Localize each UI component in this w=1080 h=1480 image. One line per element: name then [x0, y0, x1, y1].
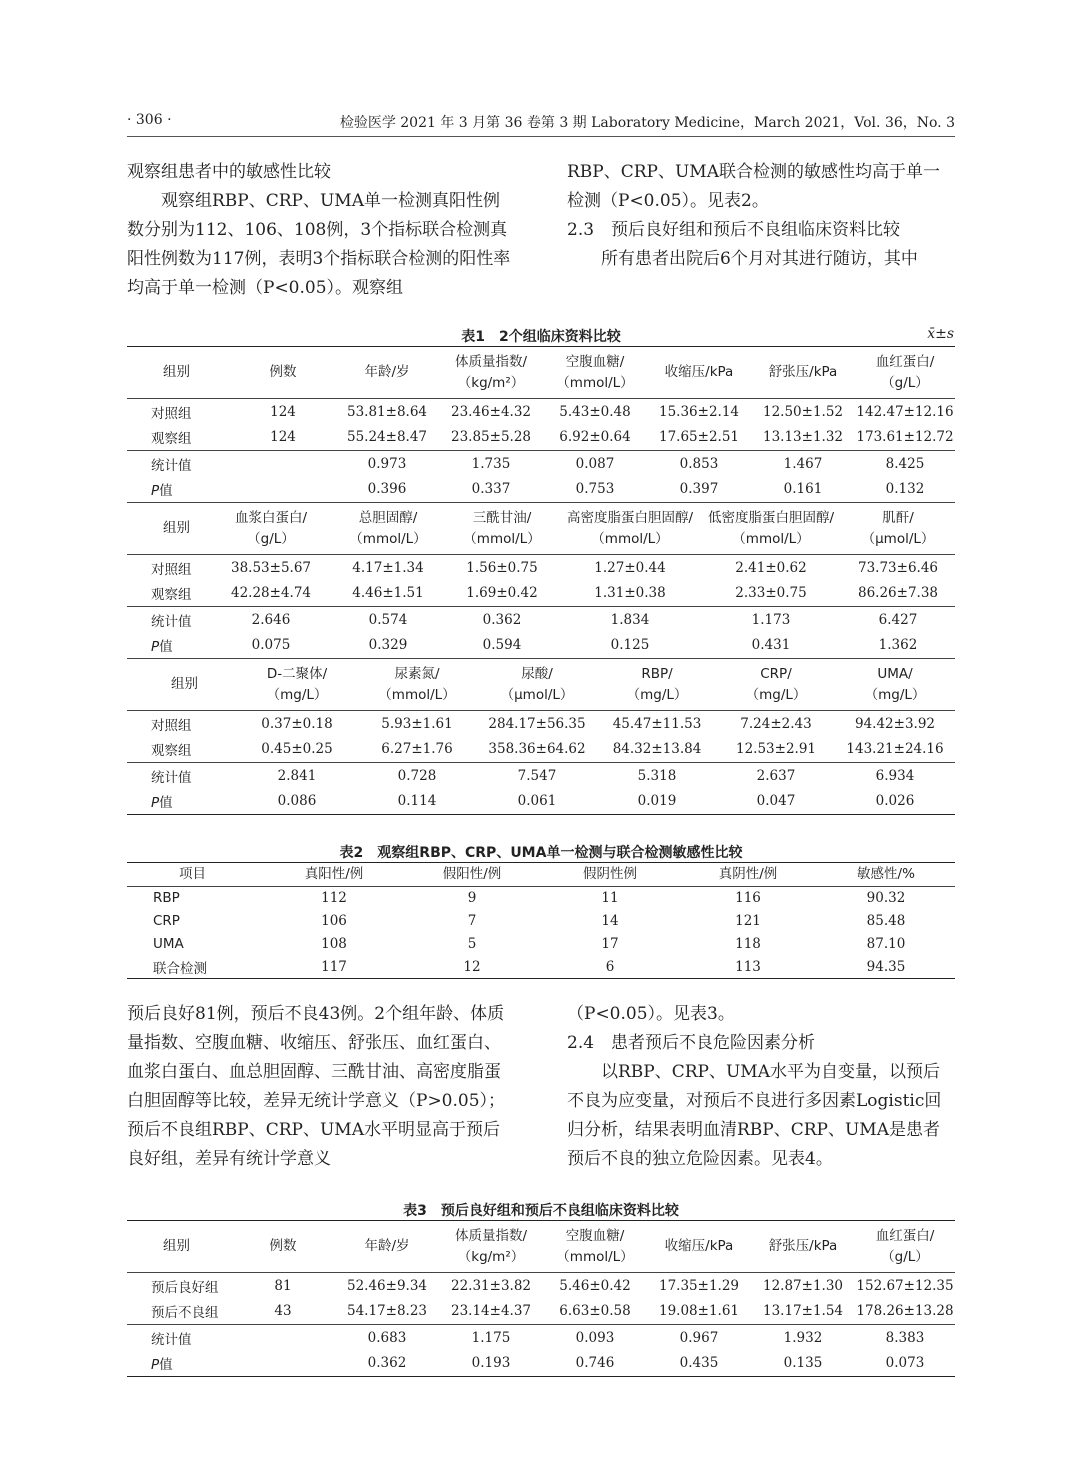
table-cell: 1.31±0.38 [594, 585, 666, 602]
table-cell: 9 [467, 890, 477, 907]
table-cell: 45.47±11.53 [612, 715, 702, 732]
table-cell: 12.53±2.91 [735, 741, 817, 758]
table-cell: 12.50±1.52 [762, 403, 844, 420]
table-cell: 0.337 [439, 477, 543, 503]
table-cell: 52.46±9.34 [346, 1277, 428, 1294]
table1-caption: 表1 2个组临床资料比较 [461, 329, 621, 345]
table-row [127, 399, 955, 425]
table-cell: 86.26±7.38 [857, 585, 939, 602]
table-cell: 0.132 [855, 477, 955, 503]
row-label: CRP [153, 913, 180, 929]
row-label: 观察组 [151, 743, 192, 760]
paragraph: 观察组RBP、CRP、UMA单一检测真阳性例数分别为112、106、108例，3个指标联合检测真阳性例数为117例，表明3个指标联合检测的阳性率均高于单一检测（P<0.05）。观察组 [127, 191, 511, 298]
table-cell: 6.934 [835, 763, 955, 789]
column-header: 体质量指数/ （kg/m²） [439, 347, 543, 399]
table-cell: 6.63±0.58 [559, 1303, 631, 1320]
table-cell: 5.43±0.48 [559, 403, 631, 420]
row-label: 统计值 [127, 607, 211, 633]
table-cell: 13.13±1.32 [762, 429, 844, 446]
row-label: 对照组 [151, 717, 192, 734]
table-cell: 0.075 [211, 633, 331, 659]
column-header: RBP/ （mg/L） [597, 659, 717, 711]
stats-row [127, 1325, 955, 1351]
table-row [127, 956, 955, 979]
table-cell: 42.28±4.74 [230, 585, 312, 602]
table-cell: 0.093 [543, 1325, 647, 1351]
table-cell: 0.753 [543, 477, 647, 503]
header-rule [127, 136, 955, 137]
table-cell: 11 [601, 890, 619, 907]
column-header: 收缩压/kPa [647, 347, 751, 399]
table-cell: 0.362 [335, 1351, 439, 1377]
section-continuation: 观察组患者中的敏感性比较 [127, 162, 331, 182]
stats-row [127, 789, 955, 815]
table-cell: 43 [274, 1303, 292, 1320]
table-cell: 12 [403, 956, 541, 979]
stats-row [127, 633, 955, 659]
column-header: 项目 [127, 863, 265, 887]
table-cell: 0.594 [445, 633, 559, 659]
row-label: 统计值 [127, 1325, 231, 1351]
table-cell: 143.21±24.16 [846, 741, 944, 758]
table-header-row [127, 659, 955, 711]
column-header: 尿酸/ （μmol/L） [477, 659, 597, 711]
table-cell: 124 [270, 403, 296, 420]
row-label: 统计值 [127, 763, 237, 789]
table-cell: 5.93±1.61 [381, 715, 453, 732]
table-cell: 22.31±3.82 [450, 1277, 532, 1294]
table-cell: 7.24±2.43 [740, 715, 812, 732]
column-header: CRP/ （mg/L） [717, 659, 835, 711]
table-cell: 0.125 [559, 633, 701, 659]
table-cell: 142.47±12.16 [856, 403, 954, 420]
table-cell: 173.61±12.72 [856, 429, 954, 446]
stats-row [127, 1351, 955, 1377]
column-header: 空腹血糖/ （mmol/L） [543, 347, 647, 399]
row-label: 联合检测 [127, 956, 265, 979]
column-header: 假阳性/例 [403, 863, 541, 887]
table-cell: 5.318 [597, 763, 717, 789]
table-cell: 1.56±0.75 [466, 559, 538, 576]
row-label: P值 [127, 633, 211, 659]
table-cell: 0.026 [835, 789, 955, 815]
table-cell: 0.37±0.18 [261, 715, 333, 732]
mid-right-column [567, 1000, 955, 1174]
table-cell: 17.35±1.29 [658, 1277, 740, 1294]
table-cell: 84.32±13.84 [612, 741, 702, 758]
table-cell: 0.45±0.25 [261, 741, 333, 758]
mid-left-column [127, 1000, 515, 1174]
table-cell: 87.10 [866, 936, 906, 952]
table-cell: 284.17±56.35 [488, 715, 586, 732]
stats-row [127, 763, 955, 789]
table-cell: 0.431 [701, 633, 841, 659]
table-cell: 1.173 [701, 607, 841, 633]
column-header: 组别 [127, 347, 231, 399]
row-label: 观察组 [151, 587, 192, 604]
row-label: 观察组 [151, 431, 192, 448]
table-cell: 113 [679, 956, 817, 979]
table-header-row [127, 503, 955, 555]
paragraph: 所有患者出院后6个月对其进行随访，其中 [601, 249, 918, 269]
table-row [127, 711, 955, 737]
row-label: P值 [127, 1351, 231, 1377]
table-cell: 1.735 [439, 451, 543, 477]
table-cell: 12.87±1.30 [762, 1277, 844, 1294]
column-header: 年龄/岁 [335, 1221, 439, 1273]
table-cell: 0.362 [445, 607, 559, 633]
table-row [127, 910, 955, 933]
column-header: 假阴性例 [541, 863, 679, 887]
table-cell: 112 [321, 890, 347, 907]
table1-block3 [127, 658, 955, 815]
table-cell: 38.53±5.67 [230, 559, 312, 576]
row-label: P值 [127, 789, 237, 815]
table-row [127, 425, 955, 451]
table-cell: 0.397 [647, 477, 751, 503]
column-header: 血红蛋白/ （g/L） [855, 1221, 955, 1273]
table-row [127, 933, 955, 956]
table-cell: 55.24±8.47 [346, 429, 428, 446]
table-cell: 94.42±3.92 [854, 715, 936, 732]
table-cell: 17 [601, 936, 619, 952]
table-cell: 17.65±2.51 [658, 429, 740, 446]
table-cell: 13.17±1.54 [762, 1303, 844, 1320]
row-label: P值 [127, 477, 231, 503]
table-cell: 1.834 [559, 607, 701, 633]
table-cell: 5 [467, 936, 477, 952]
row-label: 对照组 [151, 405, 192, 422]
table-cell: 73.73±6.46 [857, 559, 939, 576]
table-cell: 85.48 [866, 913, 906, 929]
table-row [127, 887, 955, 910]
column-header: 例数 [231, 347, 335, 399]
table-cell: 116 [735, 890, 761, 907]
section-heading: 2.4 患者预后不良危险因素分析 [567, 1033, 816, 1053]
table-cell: 23.46±4.32 [450, 403, 532, 420]
table-cell: 124 [270, 429, 296, 446]
stats-row [127, 451, 955, 477]
table-cell: 0.973 [335, 451, 439, 477]
table-cell: 7 [467, 913, 477, 929]
table-cell: 118 [735, 936, 761, 952]
table-cell: 6.427 [841, 607, 955, 633]
row-label: 预后不良组 [151, 1305, 219, 1322]
table-cell: 6 [541, 956, 679, 979]
table1-note: x̄±s [927, 326, 954, 342]
row-label: 预后良好组 [151, 1279, 219, 1296]
table-cell: 108 [321, 936, 347, 952]
table-cell [231, 477, 335, 503]
column-header: 体质量指数/ （kg/m²） [439, 1221, 543, 1273]
top-right-column [567, 158, 955, 274]
table-cell: 6.27±1.76 [381, 741, 453, 758]
running-header [127, 112, 955, 136]
row-label: 统计值 [127, 451, 231, 477]
table2-caption: 表2 观察组RBP、CRP、UMA单一检测与联合检测敏感性比较 [339, 845, 743, 861]
table-cell: 94.35 [817, 956, 955, 979]
table3-caption: 表3 预后良好组和预后不良组临床资料比较 [403, 1203, 679, 1219]
paragraph: （P<0.05）。见表3。 [567, 1004, 735, 1024]
column-header: 高密度脂蛋白胆固醇/ （mmol/L） [559, 503, 701, 555]
row-label: 对照组 [151, 561, 192, 578]
table-cell: 0.061 [477, 789, 597, 815]
column-header: 舒张压/kPa [751, 1221, 855, 1273]
table2 [127, 862, 955, 979]
table-cell: 178.26±13.28 [856, 1303, 954, 1320]
table-cell [231, 1325, 335, 1351]
table-cell: 90.32 [866, 890, 906, 907]
table-cell: 0.019 [597, 789, 717, 815]
table-cell: 0.329 [331, 633, 445, 659]
table-cell: 0.086 [237, 789, 357, 815]
column-header: 组别 [127, 1221, 231, 1273]
column-header: 组别 [127, 503, 211, 555]
table-header-row [127, 863, 955, 887]
table-row [127, 737, 955, 763]
table-cell: 23.85±5.28 [450, 429, 532, 446]
column-header: 肌酐/ （μmol/L） [841, 503, 955, 555]
table-cell: 0.193 [439, 1351, 543, 1377]
table-cell [231, 451, 335, 477]
column-header: 尿素氮/ （mmol/L） [357, 659, 477, 711]
column-header: 收缩压/kPa [647, 1221, 751, 1273]
column-header: 真阳性/例 [265, 863, 403, 887]
table-cell: 121 [735, 913, 761, 929]
table-cell: 8.425 [855, 451, 955, 477]
table-cell: 117 [265, 956, 403, 979]
column-header: 年龄/岁 [335, 347, 439, 399]
table-cell: 1.362 [841, 633, 955, 659]
table-cell: 8.383 [855, 1325, 955, 1351]
table-cell: 54.17±8.23 [346, 1303, 428, 1320]
table-cell: 4.17±1.34 [352, 559, 424, 576]
table-cell: 0.728 [357, 763, 477, 789]
table-cell: 106 [321, 913, 347, 929]
column-header: 低密度脂蛋白胆固醇/ （mmol/L） [701, 503, 841, 555]
table-cell: 1.175 [439, 1325, 543, 1351]
row-label: UMA [153, 936, 184, 952]
table-cell [231, 1351, 335, 1377]
column-header: UMA/ （mg/L） [835, 659, 955, 711]
section-heading: 2.3 预后良好组和预后不良组临床资料比较 [567, 220, 901, 240]
table-cell: 14 [601, 913, 619, 929]
table-cell: 4.46±1.51 [352, 585, 424, 602]
table-cell: 1.69±0.42 [466, 585, 538, 602]
table-cell: 2.646 [211, 607, 331, 633]
table-cell: 0.683 [335, 1325, 439, 1351]
table-cell: 7.547 [477, 763, 597, 789]
table-cell: 2.841 [237, 763, 357, 789]
table-cell: 0.135 [751, 1351, 855, 1377]
column-header: 血浆白蛋白/ （g/L） [211, 503, 331, 555]
column-header: 例数 [231, 1221, 335, 1273]
table-cell: 1.932 [751, 1325, 855, 1351]
row-label: RBP [153, 890, 180, 907]
column-header: D-二聚体/ （mg/L） [237, 659, 357, 711]
table-cell: 0.114 [357, 789, 477, 815]
table-cell: 15.36±2.14 [658, 403, 740, 420]
table-cell: 0.574 [331, 607, 445, 633]
table-cell: 0.967 [647, 1325, 751, 1351]
table-row [127, 1273, 955, 1299]
paragraph: 预后良好81例，预后不良43例。2个组年龄、体质量指数、空腹血糖、收缩压、舒张压、血红蛋白、血浆白蛋白、血总胆固醇、三酰甘油、高密度脂蛋白胆固醇等比较，差异无统计学意义（P>0.05）；预后不良组RBP、CRP、UMA水平明显高于预后良好组，差异有统计学意义 [127, 1004, 506, 1169]
table-cell: 0.746 [543, 1351, 647, 1377]
table-cell: 53.81±8.64 [346, 403, 428, 420]
table1-block2 [127, 502, 955, 659]
table3 [127, 1220, 955, 1377]
table-header-row [127, 347, 955, 399]
table-cell: 2.637 [717, 763, 835, 789]
column-header: 舒张压/kPa [751, 347, 855, 399]
table-cell: 0.396 [335, 477, 439, 503]
table-cell: 2.41±0.62 [735, 559, 807, 576]
table-row [127, 581, 955, 607]
table-cell: 0.073 [855, 1351, 955, 1377]
table-cell: 19.08±1.61 [658, 1303, 740, 1320]
top-left-column [127, 158, 515, 303]
table-row [127, 555, 955, 581]
column-header: 总胆固醇/ （mmol/L） [331, 503, 445, 555]
table-cell: 0.161 [751, 477, 855, 503]
table-cell: 81 [274, 1277, 292, 1294]
table-cell: 0.087 [543, 451, 647, 477]
column-header: 空腹血糖/ （mmol/L） [543, 1221, 647, 1273]
column-header: 组别 [127, 659, 237, 711]
journal-info: 检验医学 2021 年 3 月第 36 卷第 3 期 Laboratory Medicine，March 2021，Vol. 36，No. 3 [339, 115, 955, 131]
table-cell: 0.047 [717, 789, 835, 815]
table1 [127, 346, 955, 503]
paragraph: 以RBP、CRP、UMA水平为自变量，以预后不良为应变量，对预后不良进行多因素Logistic回归分析，结果表明血清RBP、CRP、UMA是患者预后不良的独立危险因素。见表4。 [567, 1062, 942, 1169]
table-cell: 1.467 [751, 451, 855, 477]
table-cell: 1.27±0.44 [594, 559, 666, 576]
table-cell: 5.46±0.42 [559, 1277, 631, 1294]
table-header-row [127, 1221, 955, 1273]
table-cell: 358.36±64.62 [488, 741, 586, 758]
table-cell: 0.435 [647, 1351, 751, 1377]
page-number: · 306 · [127, 112, 172, 128]
table-cell: 152.67±12.35 [856, 1277, 954, 1294]
table-cell: 0.853 [647, 451, 751, 477]
stats-row [127, 477, 955, 503]
table-cell: 6.92±0.64 [559, 429, 631, 446]
stats-row [127, 607, 955, 633]
paragraph: RBP、CRP、UMA联合检测的敏感性均高于单一检测（P<0.05）。见表2。 [567, 162, 940, 211]
column-header: 真阴性/例 [679, 863, 817, 887]
column-header: 血红蛋白/ （g/L） [855, 347, 955, 399]
table-cell: 23.14±4.37 [450, 1303, 532, 1320]
column-header: 敏感性/% [817, 863, 955, 887]
table-cell: 2.33±0.75 [735, 585, 807, 602]
table-row [127, 1299, 955, 1325]
column-header: 三酰甘油/ （mmol/L） [445, 503, 559, 555]
